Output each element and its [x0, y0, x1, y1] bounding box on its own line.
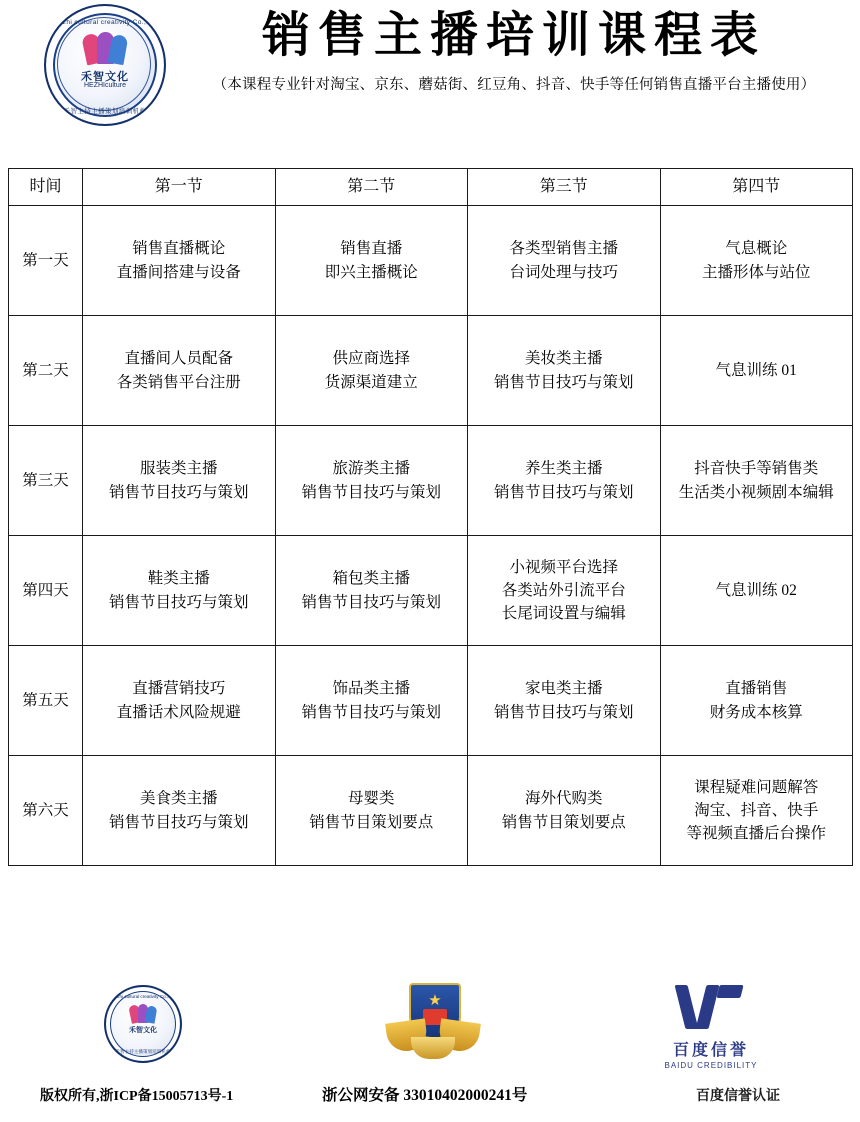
cell-line: 销售节目技巧与策划 — [301, 593, 441, 611]
cell-line: 财务成本核算 — [709, 703, 803, 721]
session-cell — [275, 316, 468, 426]
session-cell — [83, 536, 276, 646]
table-row — [9, 206, 853, 316]
title-block — [182, 6, 860, 94]
cell-line: 主播形体与站位 — [701, 263, 811, 281]
company-seal-badge — [88, 985, 198, 1063]
session-cell — [83, 316, 276, 426]
cell-line: 销售节目技巧与策划 — [108, 593, 249, 611]
session-cell — [468, 756, 661, 866]
cell-line: 各类型销售主播 — [509, 240, 618, 258]
session-cell — [468, 536, 661, 646]
cell-line: 销售节目技巧与策划 — [108, 483, 249, 501]
cell-line: 销售节目策划要点 — [309, 813, 434, 831]
column-header-2: 第二节 — [275, 169, 468, 206]
baidu-credibility-label-en: BAIDU CREDIBILITY — [664, 1061, 758, 1070]
session-cell — [468, 646, 661, 756]
column-header-4: 第四节 — [660, 169, 853, 206]
column-header-3: 第三节 — [468, 169, 661, 206]
cell-line: 销售节目技巧与策划 — [301, 703, 441, 721]
cell-line: 销售节目技巧与策划 — [493, 373, 634, 391]
cell-line: 长尾词设置与编辑 — [501, 605, 626, 623]
cell-line: 课程疑难问题解答 — [694, 778, 819, 796]
police-badge-icon: ★ — [385, 981, 481, 1067]
seal-arc-top-text: Hezhi cultural creativity Co.,Ltd — [111, 994, 175, 999]
table-header-row — [9, 169, 853, 206]
table-row — [9, 756, 853, 866]
footer-texts — [0, 1077, 860, 1111]
icp-registration-text: 浙公网安备 33010402000241号 — [322, 1087, 528, 1104]
session-cell — [275, 756, 468, 866]
session-cell — [275, 646, 468, 756]
session-cell — [275, 426, 468, 536]
seal-arc-bottom-text: 禾智主持主播策划培训机构 — [115, 1049, 171, 1054]
cell-line: 销售节目技巧与策划 — [493, 483, 634, 501]
baidu-v-icon — [674, 983, 748, 1033]
cell-line: 直播营销技巧 — [132, 680, 226, 698]
cell-line: 直播话术风险规避 — [116, 703, 241, 721]
day-label: 第五天 — [9, 646, 83, 756]
page-header — [0, 0, 860, 146]
cell-line: 直播间人员配备 — [124, 350, 233, 368]
copyright-text: 版权所有,浙ICP备15005713号-1 — [40, 1089, 234, 1104]
cell-line: 母婴类 — [347, 790, 395, 808]
brush-strokes-icon — [82, 32, 128, 66]
cell-line: 生活类小视频剧本编辑 — [678, 483, 834, 501]
baidu-credibility-badge[interactable] — [636, 983, 786, 1070]
session-cell — [275, 536, 468, 646]
seal-company-name-cn: 禾智文化 — [129, 1027, 157, 1034]
session-cell — [468, 316, 661, 426]
cell-line: 鞋类主播 — [147, 570, 210, 588]
cell-line: 淘宝、抖音、快手 — [694, 801, 819, 819]
cell-line: 饰品类主播 — [332, 680, 410, 698]
session-cell — [660, 646, 853, 756]
logo-company-name-en: HEZHIculture — [83, 82, 126, 89]
cell-line: 货源渠道建立 — [324, 373, 418, 391]
cell-line: 海外代购类 — [524, 790, 603, 808]
cell-line: 销售节目技巧与策划 — [493, 703, 634, 721]
session-cell — [660, 316, 853, 426]
cell-line: 供应商选择 — [332, 350, 410, 368]
cell-line: 销售节目技巧与策划 — [108, 813, 249, 831]
cell-line: 台词处理与技巧 — [509, 263, 618, 281]
cell-line: 销售直播 — [340, 240, 403, 258]
page-footer — [0, 977, 860, 1122]
police-emblem-badge — [375, 981, 491, 1067]
cell-line: 抖音快手等销售类 — [694, 460, 819, 478]
session-cell — [83, 756, 276, 866]
table-row — [9, 426, 853, 536]
session-cell — [83, 206, 276, 316]
cell-line: 气息训练 02 — [715, 581, 797, 599]
cell-line: 即兴主播概论 — [324, 263, 418, 281]
cell-line: 销售节目技巧与策划 — [301, 483, 441, 501]
cell-line: 服装类主播 — [139, 460, 218, 478]
cell-line: 直播间搭建与设备 — [116, 263, 241, 281]
session-cell — [468, 206, 661, 316]
day-label: 第四天 — [9, 536, 83, 646]
table-row — [9, 316, 853, 426]
cell-line: 美食类主播 — [139, 790, 218, 808]
session-cell — [83, 426, 276, 536]
day-label: 第三天 — [9, 426, 83, 536]
cell-line: 等视频直播后台操作 — [686, 825, 826, 843]
column-header-0: 时间 — [9, 169, 83, 206]
day-label: 第一天 — [9, 206, 83, 316]
cell-line: 小视频平台选择 — [509, 558, 618, 576]
brush-strokes-icon — [129, 1004, 157, 1024]
schedule-table — [8, 168, 853, 866]
cell-line: 家电类主播 — [524, 680, 603, 698]
table-row — [9, 536, 853, 646]
schedule-table-wrapper — [8, 168, 852, 866]
baidu-credibility-label-cn: 百度信誉 — [672, 1042, 749, 1059]
seal-circle — [104, 985, 182, 1063]
day-label: 第六天 — [9, 756, 83, 866]
session-cell — [468, 426, 661, 536]
session-cell — [660, 756, 853, 866]
logo-arc-top-text: Hezhi cultural creativity Co.,Ltd — [53, 19, 157, 26]
cell-line: 各类销售平台注册 — [116, 373, 241, 391]
footer-badges — [0, 977, 860, 1077]
session-cell — [83, 646, 276, 756]
cell-line: 直播销售 — [725, 680, 788, 698]
cell-line: 销售直播概论 — [132, 240, 226, 258]
cell-line: 美妆类主播 — [524, 350, 603, 368]
page-subtitle: （本课程专业针对淘宝、京东、蘑菇街、红豆角、抖音、快手等任何销售直播平台主播使用） — [212, 76, 816, 93]
column-header-1: 第一节 — [83, 169, 276, 206]
session-cell — [660, 426, 853, 536]
cell-line: 销售节目策划要点 — [501, 813, 626, 831]
cell-line: 箱包类主播 — [332, 570, 410, 588]
session-cell — [275, 206, 468, 316]
logo-arc-bottom-text: 禾智主持主播策划培训机构 — [63, 108, 147, 115]
company-logo — [44, 4, 166, 126]
cell-line: 旅游类主播 — [332, 460, 410, 478]
table-row — [9, 646, 853, 756]
session-cell — [660, 206, 853, 316]
logo-company-name-cn: 禾智文化 — [81, 71, 129, 83]
session-cell — [660, 536, 853, 646]
cell-line: 气息训练 01 — [715, 361, 797, 379]
cell-line: 各类站外引流平台 — [501, 581, 626, 599]
page-title: 销售主播培训课程表 — [261, 9, 766, 62]
baidu-credibility-caption: 百度信誉认证 — [696, 1087, 780, 1103]
logo-circle — [44, 4, 166, 126]
day-label: 第二天 — [9, 316, 83, 426]
cell-line: 养生类主播 — [524, 460, 603, 478]
cell-line: 气息概论 — [725, 240, 788, 258]
